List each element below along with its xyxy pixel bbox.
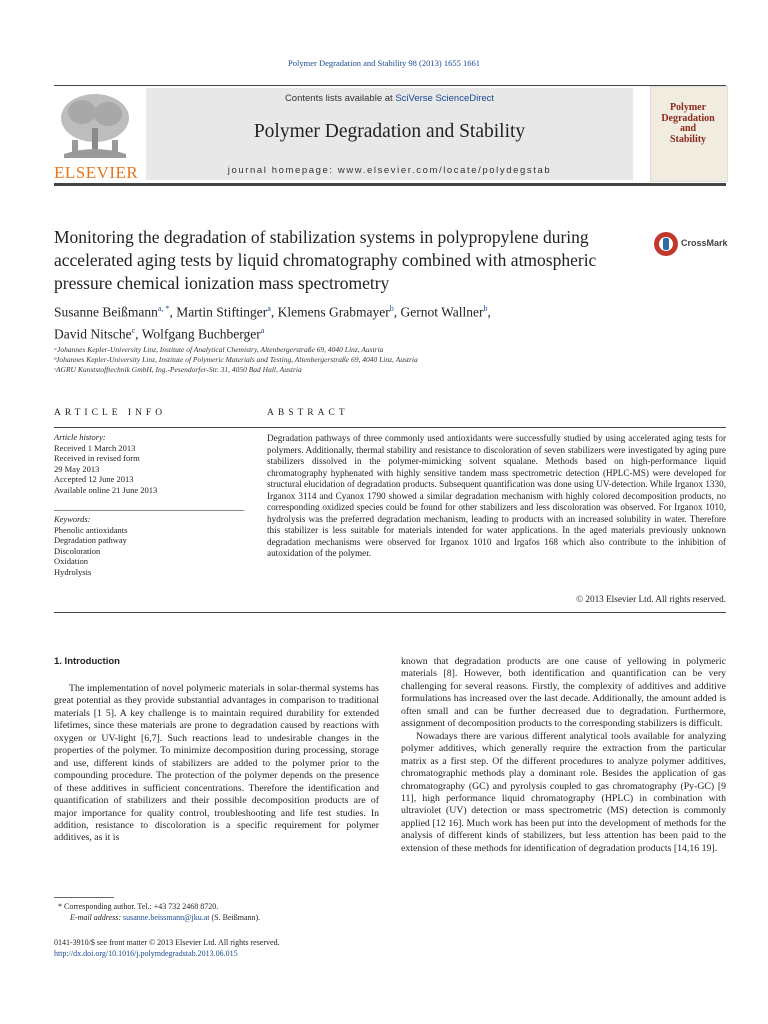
- author-affil-mark[interactable]: a: [260, 325, 265, 335]
- author-separator: ,: [169, 304, 177, 320]
- body-paragraph: known that degradation products are one cause of yellowing in polymeric materials [8]. However, both identification and quantification can be very challenging for several reasons. Firstly, the complexity of additives and additive formulations has increased over the last decade. Additionally, the amount added is often small and can be further decreased due to degradation. Furthermore, assignment of decomposition products to the corresponding stabilizers is difficult.: [401, 656, 726, 730]
- cover-title-line: Polymer: [669, 102, 707, 113]
- body-paragraph: Nowadays there are various different analytical tools available for analyzing polymer additives, which generally require the extraction from the particular matrix as a first step. Of the different procedures to analyze polymer additives, chromatographic methods play a dominant role. Besides the application of gas chromatography (GC) and pyrolysis coupled to gas chromatography (Py-GC) [9 11], high performance liquid chromatography (HPLC) in combination with ultraviolet (UV) detection or mass spectrometric (MS) detection is commonly applied [12 16]. Much work has been put into the development of methods for the analysis of different kinds of stabilizers, but less attention has been paid to the extension of these methods for identification of degradation products [14,16 19].: [401, 730, 726, 854]
- keywords-label: Keywords:: [54, 514, 91, 524]
- contents-line: [146, 93, 633, 104]
- journal-reference[interactable]: Polymer Degradation and Stability 98 (2013) 1655 1661: [288, 58, 480, 68]
- journal-homepage[interactable]: journal homepage: www.elsevier.com/locate/polydegstab: [227, 165, 552, 176]
- keyword-item: Hydrolysis: [54, 566, 92, 577]
- author-name: Klemens Grabmayer: [277, 304, 390, 320]
- section-heading-introduction: 1. Introduction: [54, 656, 120, 667]
- footer-identifiers: [54, 938, 384, 959]
- abstract-heading: ABSTRACT: [267, 408, 349, 418]
- history-label: Article history:: [54, 432, 106, 442]
- abstract-copyright: © 2013 Elsevier Ltd. All rights reserved.: [576, 594, 726, 604]
- affiliation-b: ᵇJohannes Kepler-University Linz, Institute of Polymeric Materials and Testing, Altenbergerstraße 69, 4040 Linz, Austria: [54, 355, 418, 364]
- author-affil-mark[interactable]: b: [483, 304, 488, 313]
- author-name: Martin Stiftinger: [176, 304, 268, 320]
- keywords-rule: [54, 510, 244, 511]
- author-name: Gernot Wallner: [400, 304, 484, 320]
- sciencedirect-link[interactable]: SciVerse ScienceDirect: [395, 93, 495, 104]
- author-affil-mark[interactable]: a: [267, 304, 271, 313]
- cover-title-line: Stability: [669, 133, 707, 145]
- email-label: E-mail address:: [70, 912, 124, 922]
- keyword-item: Oxidation: [54, 556, 88, 566]
- corresponding-author-note: [54, 902, 384, 923]
- issn-line: 0141-3910/$ see front matter © 2013 Elsevier Ltd. All rights reserved.: [54, 938, 280, 947]
- affiliation-a: ᵃJohannes Kepler-University Linz, Institute of Analytical Chemistry, Altenbergerstraße 69, 4040 Linz, Austria: [54, 345, 384, 354]
- abstract-bottom-rule: [54, 612, 726, 613]
- author-list: [54, 300, 674, 343]
- crossmark-label[interactable]: CrossMark: [681, 238, 728, 248]
- cover-title-line: and: [679, 123, 697, 134]
- keyword-item: Discoloration: [54, 545, 101, 556]
- footnote-rule: [54, 897, 114, 898]
- affiliation-c: ᶜAGRU Kunststofftechnik GmbH, Ing.-Pesendorfer-Str. 31, 4050 Bad Hall, Austria: [54, 365, 302, 374]
- author-separator: ,: [393, 304, 401, 320]
- author-name: Wolfgang Buchberger: [141, 326, 261, 341]
- article-title: Monitoring the degradation of stabilization systems in polypropylene during accelerated aging tests by liquid chromatography combined with atmospheric pressure chemical ionization mass spectrometry: [54, 227, 597, 293]
- email-suffix: (S. Beißmann).: [209, 912, 261, 922]
- article-info-heading: ARTICLE INFO: [54, 408, 167, 418]
- author-name: David Nitsche: [54, 326, 132, 341]
- history-item: 29 May 2013: [54, 463, 100, 474]
- header-top-rule: [54, 85, 726, 86]
- section-rule: [54, 427, 726, 428]
- keyword-item: Phenolic antioxidants: [54, 524, 128, 535]
- history-item: Available online 21 June 2013: [54, 484, 158, 495]
- affiliations: [54, 345, 674, 375]
- elsevier-wordmark: ELSEVIER: [54, 163, 139, 182]
- author-name: Susanne Beißmann: [54, 304, 158, 320]
- author-separator: ,: [270, 304, 278, 320]
- corresponding-author: * Corresponding author. Tel.: +43 732 2468 8720.: [58, 902, 219, 911]
- history-item: Received in revised form: [54, 453, 140, 463]
- journal-cover-title: [650, 103, 726, 145]
- doi-link[interactable]: http://dx.doi.org/10.1016/j.polymdegradstab.2013.06.015: [54, 948, 238, 958]
- journal-title: Polymer Degradation and Stability: [253, 121, 526, 142]
- body-left-column: [54, 683, 379, 845]
- article-history: [54, 432, 254, 495]
- contents-prefix: Contents lists available at: [284, 93, 396, 104]
- author-separator: ,: [487, 304, 491, 320]
- keywords: [54, 514, 254, 577]
- body-right-column: [401, 656, 726, 855]
- history-item: Received 1 March 2013: [54, 442, 136, 453]
- author-affil-mark[interactable]: c: [131, 325, 136, 335]
- history-item: Accepted 12 June 2013: [54, 474, 134, 484]
- keyword-item: Degradation pathway: [54, 535, 127, 545]
- author-affil-mark[interactable]: a, *: [157, 304, 170, 313]
- cover-title-line: Degradation: [661, 112, 715, 124]
- abstract-text: Degradation pathways of three commonly used antioxidants were successfully studied by using accelerated aging tests for polymers. Additionally, thermal stability and resistance to discoloration of seven stabilizers were investigated by aging pure stabilizers dissolved in the polymer-mimicking solvent squalane. Methods based on high-performance liquid chromatography hyphenated with highly sensitive tandem mass spectrometric detection (HPLC-MS) were developed for structural elucidation of degradation products. Subsequent quantification was done using UV-detection. While Irganox 1330, Irganox 3114 and Cyanox 1790 showed a similar degradation mechanism with highly colored decomposition products, no corresponding oxidized species could be found for other stabilizers and less discoloration was observed. For Irganox 1010, hydrolysis was the preferred degradation mechanism, leading to products with an increased solubility in water. Therefore this stabilizer is less suitable for materials intended for water applications. In the aged materials previously unknown degradation mechanisms were observed for Irganox 1010 and Irgafos 168 which also contribute to the inhibition of autoxidation of the polymer.: [267, 433, 726, 558]
- email-link[interactable]: susanne.beissmann@jku.at: [123, 912, 210, 922]
- author-affil-mark[interactable]: b: [389, 304, 394, 313]
- author-separator: ,: [135, 326, 142, 341]
- body-paragraph: The implementation of novel polymeric materials in solar-thermal systems has great potential as they provide substantial advantages in comparison to traditional materials [1 5]. A key challenge is to maintain required durability for extended lifetimes, since these materials are prone to degradation caused by reactions with oxygen or UV-light [6,7]. Such reactions lead to undesirable changes in the properties of the polymer. To minimize decomposition during processing, storage and use, different kinds of stabilizers are added to the polymer prior to the compounding procedure. The protection of the polymer depends on the presence of these additives in sufficient concentrations. Therefore the identification and quantification of stabilizers and their possible decomposition products are of major importance for quality control, troubleshooting and life test studies. In addition, resistance to discoloration is a specific requirement for polymer additives, as it is: [54, 683, 379, 844]
- header-bottom-rule: [54, 183, 726, 186]
- email-line: [54, 913, 384, 924]
